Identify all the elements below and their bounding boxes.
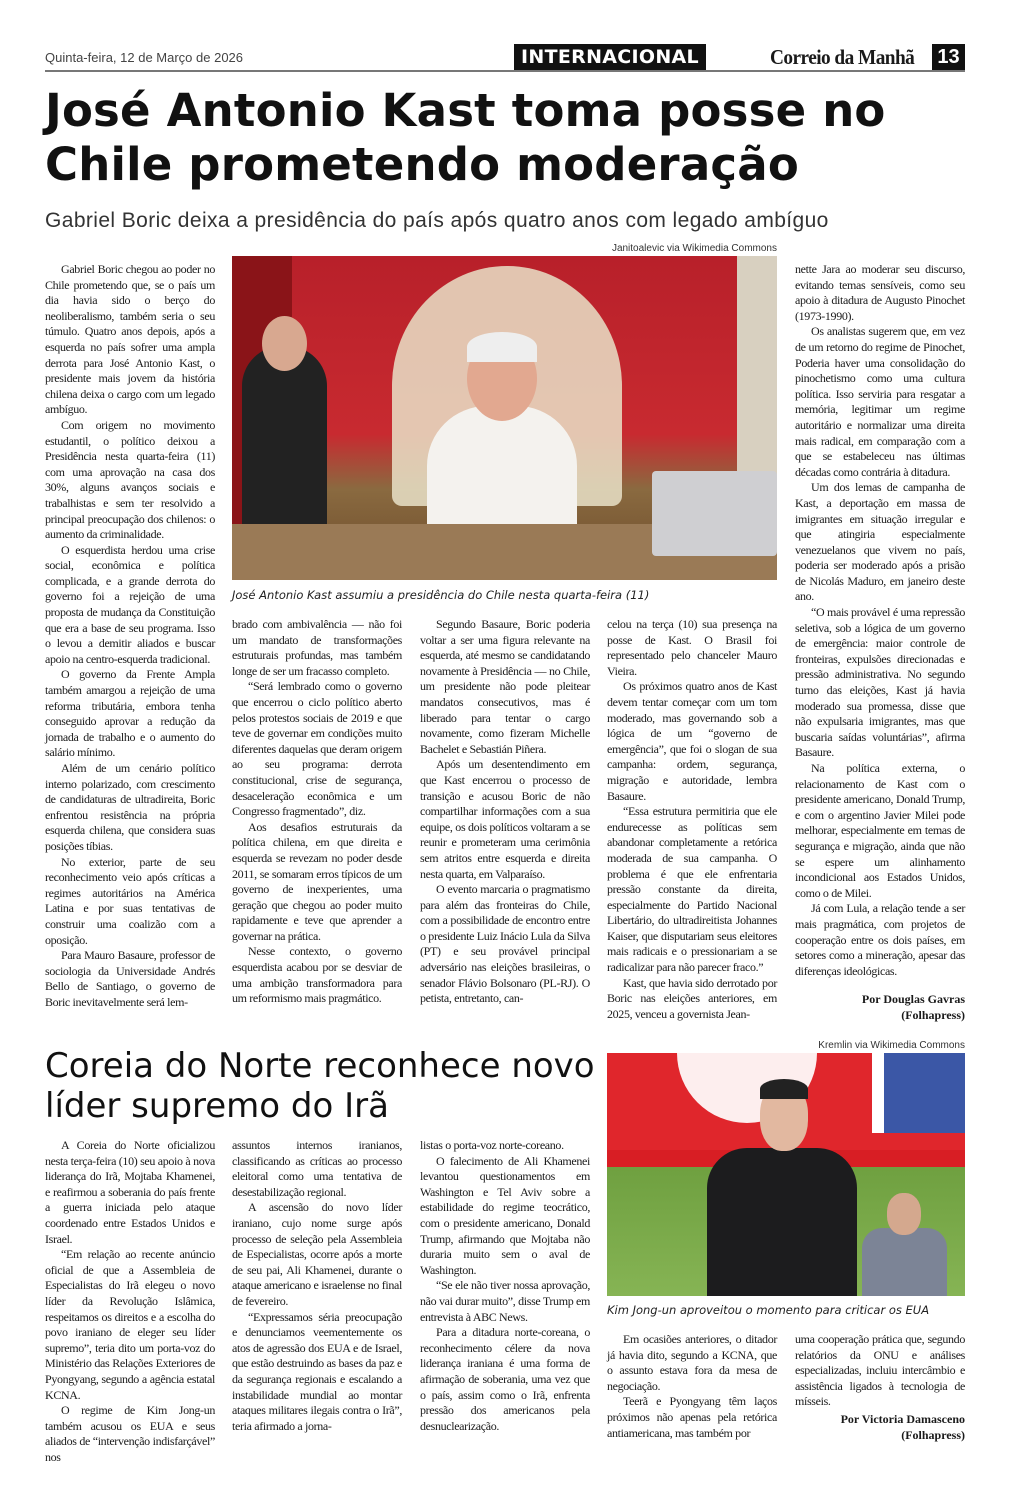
photo-credit: Kremlin via Wikimedia Commons <box>818 1040 965 1051</box>
paragraph: O esquerdista herdou uma crise social, econômica e política complicada, e a grande derrota do governo foi a rejeição de uma proposta de mudança da Constituição que era a base de seu programa. Isso o levou a demitir aliados e buscar apoio na centro-esquerda tradicional. <box>45 542 215 666</box>
paragraph: Nesse contexto, o governo esquerdista acabou por se desviar de uma ambição transformadora para um reformismo mais pragmático. <box>232 944 402 1006</box>
news-agency: (Folhapress) <box>901 1427 965 1442</box>
newspaper-logo: Correio da Manhã <box>770 45 915 69</box>
paragraph: listas o porta-voz norte-coreano. <box>420 1138 564 1152</box>
paragraph: Os analistas sugerem que, em vez de um retorno do regime de Pinochet, Poderia haver uma consolidação do pinochetismo como uma cultura política. Isso serviria para resgatar a memória, legitimar um regime autoritário e normalizar uma direita mais radical, em comparação com a que se estabeleceu nas últimas décadas como contrária à ditadura. <box>795 324 965 479</box>
paragraph: Um dos lemas de campanha de Kast, a deportação em massa de imigrantes em situação irregular e que atingiria especialmente venezuelanos que vivem no país, poderia ser moderado após a prisão de Nicolás Maduro, em janeiro deste ano. <box>795 480 965 604</box>
paragraph: “Essa estrutura permitiria que ele endurecesse as políticas sem abandonar completamente a retórica moderada de sua campanha. O problema é que ele enfrentaria pressão constante da direita, especialmente do Partido Nacional Libertário, do ultradireitista Johannes Kaiser, que disputariam seus eleitores mais radicais e o pressionariam a se radicalizar para não parecer fraco.” <box>607 804 777 975</box>
paragraph: uma cooperação prática que, segundo relatórios da ONU e análises especializadas, incluiu intercâmbio e assistência ligados à tecnologia de mísseis. <box>795 1332 965 1409</box>
author-name: Por Victoria Damasceno <box>840 1412 965 1426</box>
article2-column-2 <box>232 1138 402 1450</box>
photo-credit: Janitoalevic via Wikimedia Commons <box>611 243 777 254</box>
paragraph: Segundo Basaure, Boric poderia voltar a ser uma figura relevante na esquerda, até mesmo se candidatando novamente à Presidência — no Chile, um presidente não pode pleitear mandatos consecutivos, mas é liberado para tentar o cargo novamente, como fizeram Michelle Bachelet e Sebastián Piñera. <box>420 617 590 756</box>
article-photo-kim <box>607 1053 965 1296</box>
article2-column-3 <box>420 1138 590 1450</box>
paragraph: “Será lembrado como o governo que encerrou o ciclo político aberto pelos protestos sociais de 2019 e que teve de governar em condições muito diferentes daquelas que deram origem ao seu programa: derrota constitucional, crise de segurança, desaceleração econômica e um Congresso fragmentado”, diz. <box>232 679 402 819</box>
paragraph: Além de um cenário político interno polarizado, com crescimento de candidaturas de ultradireita, Boric enfrentou resistência na própria esquerda chilena, que considera suas posições tíbias. <box>45 761 215 853</box>
section-label: INTERNACIONAL <box>514 44 706 71</box>
article1-column-5 <box>795 262 965 992</box>
page-number: 13 <box>932 44 965 71</box>
article-subheadline: Gabriel Boric deixa a presidência do país após quatro anos com legado ambíguo <box>45 209 829 232</box>
paragraph: “Em relação ao recente anúncio oficial de que a Assembleia de Especialistas do Irã elegeu o novo líder da Revolução Islâmica, respeitamos os direitos e a escolha do povo iraniano de eleger seu líder supremo”, teria dito um porta-voz do Ministério das Relações Exteriores de Pyongyang, segundo a agência estatal KCNA. <box>45 1247 215 1402</box>
article1-byline <box>795 992 965 1023</box>
paragraph: Em ocasiões anteriores, o ditador já havia dito, segundo a KCNA, que o assunto estava fora da mesa de negociação. <box>607 1332 777 1393</box>
article-headline: Coreia do Norte reconhece novo líder supremo do Irã <box>45 1046 595 1126</box>
article2-byline <box>795 1412 965 1443</box>
paragraph: Teerã e Pyongyang têm laços próximos não apenas pela retórica antiamericana, mas também por <box>607 1394 777 1440</box>
article1-column-2 <box>232 617 402 1024</box>
article-headline: José Antonio Kast toma posse no Chile prometendo moderação <box>45 84 886 191</box>
paragraph: Para a ditadura norte-coreana, o reconhecimento célere da nova liderança iraniana é uma forma de afirmação de soberania, uma vez que o país, assim como o Irã, enfrenta pressão dos americanos pela desnuclearização. <box>420 1325 590 1433</box>
paragraph: No exterior, parte de seu reconhecimento veio após críticas a regimes autoritários na América Latina e por suas tentativas de construir uma coalizão com a oposição. <box>45 854 215 947</box>
paragraph: O evento marcaria o pragmatismo para além das fronteiras do Chile, com a possibilidade de encontro entre o presidente Luiz Inácio Lula da Silva (PT) e seu provável principal adversário nas eleições brasileiras, o senador Flávio Bolsonaro (PL-RJ). O petista, entretanto, can- <box>420 882 590 1006</box>
article2-column-1 <box>45 1138 215 1464</box>
paragraph: celou na terça (10) sua presença na posse de Kast. O Brasil foi representado pelo chanceler Mauro Vieira. <box>607 617 777 678</box>
paragraph: Aos desafios estruturais da política chilena, em que direita e esquerda se revezam no poder desde 2011, se somaram erros típicos de um governo de inexperientes, uma geração que chegou ao poder muito rapidamente e teve que aprender a governar na prática. <box>232 819 402 943</box>
paragraph: Após um desentendimento em que Kast encerrou o processo de transição e acusou Boric de não compartilhar informações com a sua equipe, os dois políticos voltaram a se reunir e prometeram uma cerimônia sem atritos entre esquerda e direita nesta quarta, em Valparaíso. <box>420 757 590 881</box>
paragraph: assuntos internos iranianos, classificando as críticas ao processo eleitoral como uma tentativa de desestabilização regional. <box>232 1138 402 1199</box>
article1-column-4 <box>607 617 777 1024</box>
header-divider <box>45 70 965 72</box>
article2-column-5 <box>795 1332 965 1409</box>
paragraph: A ascensão do novo líder iraniano, cujo nome surge após processo de seleção pela Assembleia de Especialistas, ocorre após a morte de seu pai, Ali Khamenei, durante o ataque americano e israelense no final de fevereiro. <box>232 1200 402 1308</box>
paragraph: “Se ele não tiver nossa aprovação, não vai durar muito”, disse Trump em entrevista à ABC News. <box>420 1278 590 1324</box>
article1-column-3 <box>420 617 590 1024</box>
paragraph: Com origem no movimento estudantil, o político deixou a Presidência nesta quarta-feira (11) com uma aprovação na casa dos 30%, alguns avanços sociais e trabalhistas e sem ter resolvido a principal preocupação dos chilenos: o aumento da criminalidade. <box>45 417 215 542</box>
author-name: Por Douglas Gavras <box>861 992 965 1006</box>
photo-caption: José Antonio Kast assumiu a presidência do Chile nesta quarta-feira (11) <box>232 588 650 602</box>
paragraph: nette Jara ao moderar seu discurso, evitando temas sensíveis, como seu apoio à ditadura de Augusto Pinochet (1973-1990). <box>795 262 965 323</box>
paragraph: Já com Lula, a relação tende a ser mais pragmática, com projetos de cooperação entre os dois países, em setores como a mineração, apesar das diferenças ideológicas. <box>795 901 965 978</box>
paragraph: Gabriel Boric chegou ao poder no Chile prometendo que, se o país um dia havia sido o berço do neoliberalismo, também seria o seu túmulo. Quatro anos depois, após a esquerda no país sofrer uma ampla derrota para José Antonio Kast, o presidente mais jovem da história chilena deixa o cargo com um legado ambíguo. <box>45 262 215 417</box>
paragraph: Kast, que havia sido derrotado por Boric nas eleições anteriores, em 2025, venceu a governista Jean- <box>607 975 777 1021</box>
paragraph: O falecimento de Ali Khamenei levantou questionamentos em Washington e Tel Aviv sobre a estabilidade do regime teocrático, com o presidente americano, Donald Trump, afirmando que Mojtaba não duraria muito sem o aval de Washington. <box>420 1153 590 1277</box>
news-agency: (Folhapress) <box>901 1007 965 1022</box>
paragraph: “O mais provável é uma repressão seletiva, sob a lógica de um governo de emergência: maior controle de fronteiras, expulsões direcionadas e pressão administrativa. No segundo turno das eleições, Kast já havia moderado sua promessa, disse que não expulsaria imigrantes, mas que buscaria saídas voluntárias”, afirma Basaure. <box>795 605 965 760</box>
paragraph: Os próximos quatro anos de Kast devem tentar começar com um tom moderado, mas governando sob a lógica de um “governo de emergência”, que foi o slogan de sua campanha: ordem, segurança, migração e autoridade, lembra Basaure. <box>607 679 777 803</box>
article1-column-1 <box>45 262 215 1024</box>
paragraph: Na política externa, o relacionamento de Kast com o presidente americano, Donald Trump, e com o argentino Javier Milei pode melhorar, especialmente em temas de segurança e migração, ainda que não se espere um alinhamento incondicional aos Estados Unidos, como o de Milei. <box>795 761 965 900</box>
paragraph: A Coreia do Norte oficializou nesta terça-feira (10) seu apoio à nova liderança do Irã, Mojtaba Khamenei, e reafirmou a soberania do país frente a guerra iniciada pelo ataque coordenado entre Estados Unidos e Israel. <box>45 1138 215 1246</box>
paragraph: O regime de Kim Jong-un também acusou os EUA e seus aliados de “intervenção indisfarçável” nos <box>45 1403 215 1464</box>
article-photo-kast <box>232 256 777 580</box>
paragraph: Para Mauro Basaure, professor de sociologia da Universidade Andrés Bello de Santiago, o governo de Boric inevitavelmente será lem- <box>45 948 215 1009</box>
paragraph: O governo da Frente Ampla também amargou a rejeição de uma reforma tributária, embora tenha conseguido aprovar a redução da jornada de trabalho e o aumento do salário mínimo. <box>45 667 215 760</box>
article2-column-4 <box>607 1332 777 1450</box>
issue-date: Quinta-feira, 12 de Março de 2026 <box>45 50 244 65</box>
paragraph: “Expressamos séria preocupação e denunciamos veementemente os atos de agressão dos EUA e de Israel, que estão destruindo as bases da paz e da segurança regionais e escalando a instabilidade mundial ao montar ataques militares ilegais contra o Irã”, teria afirmado a jorna- <box>232 1309 402 1433</box>
photo-caption: Kim Jong-un aproveitou o momento para criticar os EUA <box>607 1303 930 1317</box>
paragraph: brado com ambivalência — não foi um mandato de transformações estruturais profundas, mas também longe de ser um fracasso completo. <box>232 617 402 678</box>
